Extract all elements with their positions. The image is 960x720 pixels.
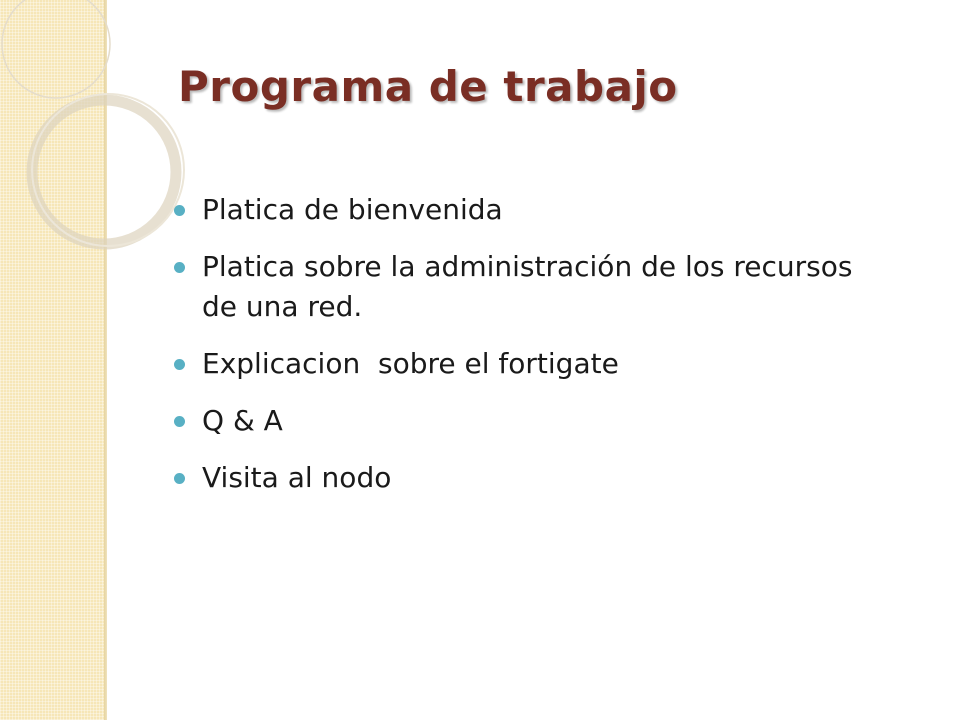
bullet-text: Q & A [202,404,283,437]
bullet-text: Platica sobre la administración de los recursos de una red. [202,250,853,323]
bullet-text: Visita al nodo [202,461,392,494]
bullet-item [170,458,890,498]
bullet-text: Platica de bienvenida [202,193,503,226]
bullet-dot-icon [174,262,185,273]
bullet-list [170,190,890,515]
bullet-dot-icon [174,416,185,427]
bullet-item [170,344,890,384]
bullet-item [170,247,890,327]
decorative-circle-top [2,0,110,98]
bullet-item [170,401,890,441]
bullet-dot-icon [174,473,185,484]
decorative-ring-outer [32,94,184,246]
bullet-dot-icon [174,205,185,216]
slide-title: Programa de trabajo [178,62,678,111]
bullet-text: Explicacion sobre el fortigate [202,347,619,380]
bullet-dot-icon [174,359,185,370]
bullet-item [170,190,890,230]
